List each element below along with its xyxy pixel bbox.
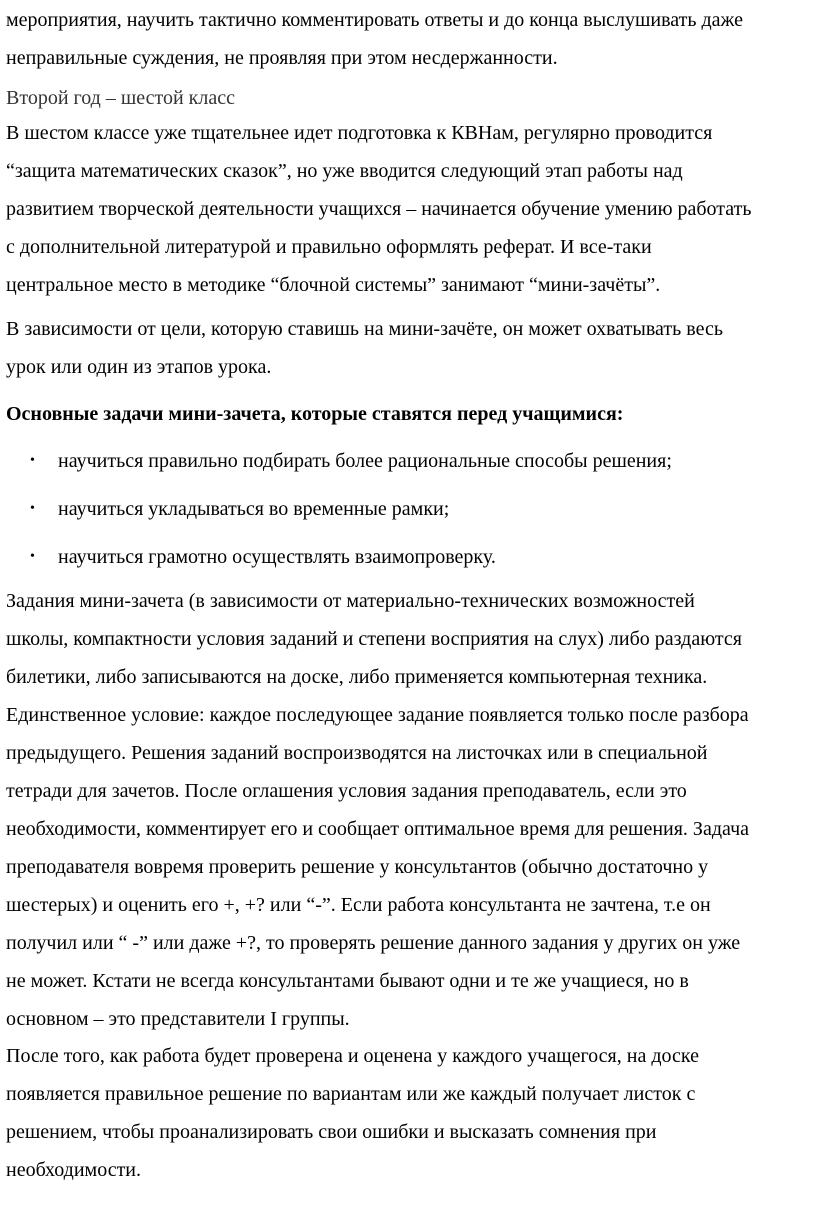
paragraph-line: развитием творческой деятельности учащихся – начинается обучение умению работать	[6, 198, 752, 220]
paragraph-line: не может. Кстати не всегда консультантами бывают одни и те же учащиеся, но в	[6, 970, 689, 992]
paragraph-line: необходимости.	[6, 1159, 142, 1181]
paragraph-tasks-format	[6, 582, 749, 1038]
paragraph-line: преподавателя вовремя проверить решение у консультантов (обычно достаточно у	[6, 856, 709, 878]
paragraph-line: появляется правильное решение по вариантам или же каждый получает листок с	[6, 1083, 696, 1105]
paragraph-line: После того, как работа будет проверена и оценена у каждого учащегося, на доске	[6, 1045, 699, 1067]
paragraph-line: решением, чтобы проанализировать свои ошибки и высказать сомнения при	[6, 1121, 657, 1143]
paragraph-intro	[6, 1, 743, 77]
paragraph-mini-test-scope	[6, 310, 723, 386]
paragraph-line: с дополнительной литературой и правильно оформлять реферат. И все-таки	[6, 236, 652, 258]
paragraph-line: В зависимости от цели, которую ставишь на мини-зачёте, он может охватывать весь	[6, 318, 723, 340]
paragraph-line: школы, компактности условия заданий и степени восприятия на слух) либо раздаются	[6, 628, 742, 650]
paragraph-line: основном – это представители I группы.	[6, 1008, 350, 1030]
list-item	[6, 490, 672, 528]
paragraph-sixth-grade	[6, 114, 752, 304]
tasks-heading: Основные задачи мини-зачета, которые ставятся перед учащимися:	[6, 403, 624, 425]
list-item	[6, 442, 672, 480]
paragraph-line: неправильные суждения, не проявляя при этом несдержанности.	[6, 47, 558, 69]
list-item	[6, 538, 672, 576]
paragraph-line: мероприятия, научить тактично комментировать ответы и до конца выслушивать даже	[6, 9, 743, 31]
list-item-text: научиться правильно подбирать более рациональные способы решения;	[58, 450, 672, 472]
bullet-icon: •	[30, 501, 35, 516]
bullet-icon: •	[30, 453, 35, 468]
paragraph-line: тетради для зачетов. После оглашения условия задания преподаватель, если это	[6, 780, 687, 802]
paragraph-line: Единственное условие: каждое последующее задание появляется только после разбора	[6, 704, 749, 726]
bullet-icon: •	[30, 549, 35, 564]
list-item-text: научиться укладываться во временные рамки;	[58, 498, 450, 520]
tasks-list	[6, 442, 672, 576]
paragraph-line: шестерых) и оценить его +, +? или “-”. Если работа консультанта не зачтена, т.е он	[6, 894, 711, 916]
section-subheading: Второй год – шестой класс	[6, 87, 235, 109]
paragraph-line: центральное место в методике “блочной системы” занимают “мини-зачёты”.	[6, 274, 661, 296]
paragraph-line: получил или “ -” или даже +?, то проверять решение данного задания у других он уже	[6, 932, 741, 954]
paragraph-line: билетики, либо записываются на доске, либо применяется компьютерная техника.	[6, 666, 708, 688]
paragraph-line: урок или один из этапов урока.	[6, 356, 272, 378]
paragraph-after-check	[6, 1037, 699, 1189]
paragraph-line: предыдущего. Решения заданий воспроизводятся на листочках или в специальной	[6, 742, 708, 764]
paragraph-line: “защита математических сказок”, но уже вводится следующий этап работы над	[6, 160, 683, 182]
list-item-text: научиться грамотно осуществлять взаимопроверку.	[58, 546, 496, 568]
paragraph-line: В шестом классе уже тщательнее идет подготовка к КВНам, регулярно проводится	[6, 122, 713, 144]
paragraph-line: Задания мини-зачета (в зависимости от материально-технических возможностей	[6, 590, 695, 612]
paragraph-line: необходимости, комментирует его и сообщает оптимальное время для решения. Задача	[6, 818, 750, 840]
